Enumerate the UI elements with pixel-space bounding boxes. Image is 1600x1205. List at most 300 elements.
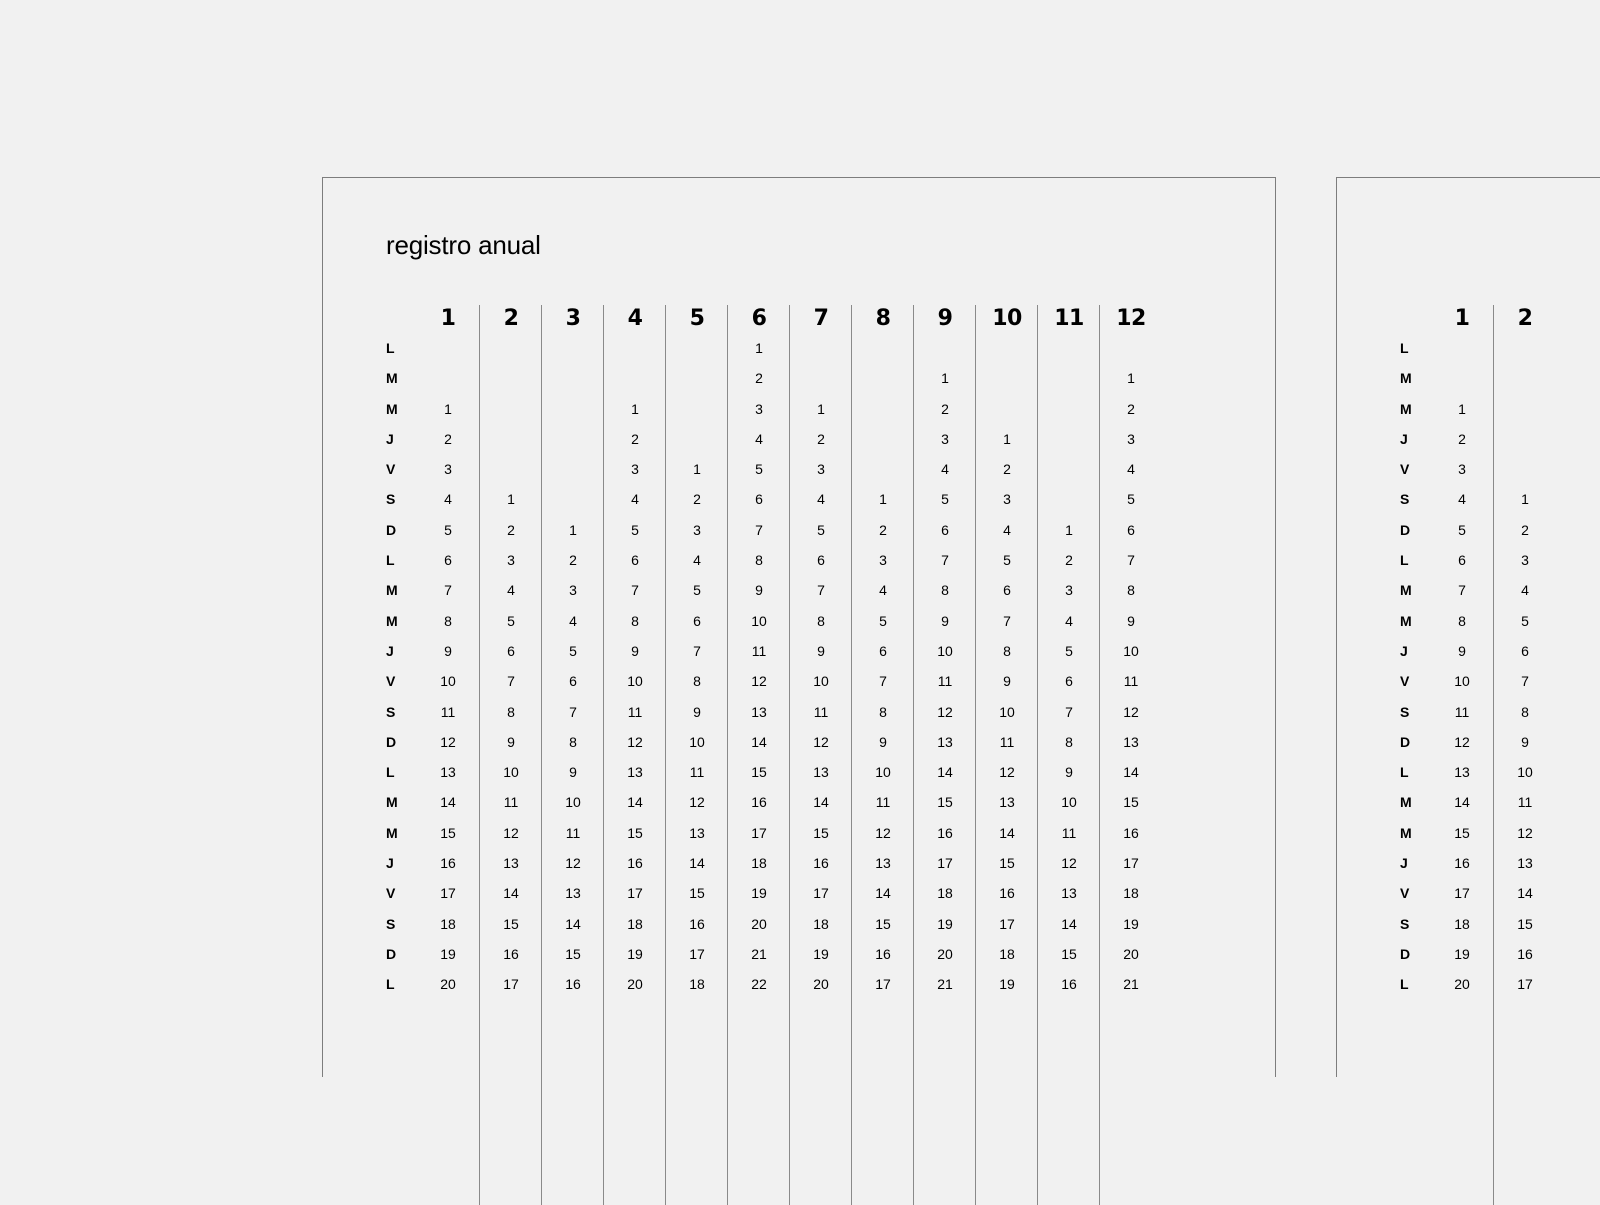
day-cell[interactable] bbox=[1494, 394, 1556, 424]
day-cell[interactable]: 4 bbox=[631, 491, 639, 508]
day-cell[interactable]: 18 bbox=[627, 915, 643, 932]
day-cell[interactable]: 7 bbox=[1065, 703, 1073, 720]
day-cell[interactable]: 14 bbox=[999, 824, 1015, 841]
day-cell[interactable]: 13 bbox=[440, 764, 456, 781]
day-cell[interactable]: 10 bbox=[565, 794, 581, 811]
day-cell[interactable]: 16 bbox=[1061, 976, 1077, 993]
day-cell[interactable]: 12 bbox=[1061, 855, 1077, 872]
day-cell[interactable]: 2 bbox=[1458, 430, 1466, 447]
day-cell[interactable]: 15 bbox=[1123, 794, 1139, 811]
day-cell[interactable]: 8 bbox=[1521, 703, 1529, 720]
day-cell[interactable]: 9 bbox=[1127, 612, 1135, 629]
day-cell[interactable]: 18 bbox=[440, 915, 456, 932]
day-cell[interactable]: 1 bbox=[1003, 430, 1011, 447]
day-cell[interactable]: 6 bbox=[693, 612, 701, 629]
day-cell[interactable]: 8 bbox=[817, 612, 825, 629]
day-cell[interactable]: 9 bbox=[1003, 673, 1011, 690]
day-cell[interactable]: 11 bbox=[627, 703, 643, 720]
day-cell[interactable]: 3 bbox=[1521, 552, 1529, 569]
day-cell[interactable]: 4 bbox=[693, 552, 701, 569]
day-cell[interactable]: 5 bbox=[1003, 552, 1011, 569]
day-cell[interactable] bbox=[852, 363, 914, 393]
day-cell[interactable]: 12 bbox=[937, 703, 953, 720]
day-cell[interactable]: 15 bbox=[1061, 945, 1077, 962]
day-cell[interactable]: 9 bbox=[755, 582, 763, 599]
day-cell[interactable]: 14 bbox=[503, 885, 519, 902]
day-cell[interactable]: 3 bbox=[631, 461, 639, 478]
day-cell[interactable]: 20 bbox=[751, 915, 767, 932]
day-cell[interactable]: 12 bbox=[503, 824, 519, 841]
day-cell[interactable]: 17 bbox=[627, 885, 643, 902]
day-cell[interactable]: 1 bbox=[507, 491, 515, 508]
day-cell[interactable] bbox=[976, 394, 1038, 424]
day-cell[interactable]: 15 bbox=[440, 824, 456, 841]
day-cell[interactable] bbox=[480, 333, 542, 363]
day-cell[interactable]: 11 bbox=[813, 703, 829, 720]
day-cell[interactable]: 15 bbox=[1454, 824, 1470, 841]
day-cell[interactable]: 10 bbox=[875, 764, 891, 781]
day-cell[interactable] bbox=[417, 363, 479, 393]
day-cell[interactable] bbox=[1100, 333, 1162, 363]
day-cell[interactable]: 12 bbox=[689, 794, 705, 811]
day-cell[interactable]: 10 bbox=[503, 764, 519, 781]
day-cell[interactable]: 4 bbox=[755, 430, 763, 447]
day-cell[interactable]: 5 bbox=[444, 521, 452, 538]
day-cell[interactable] bbox=[1494, 454, 1556, 484]
day-cell[interactable] bbox=[604, 363, 666, 393]
day-cell[interactable]: 10 bbox=[1454, 673, 1470, 690]
day-cell[interactable]: 10 bbox=[937, 642, 953, 659]
day-cell[interactable] bbox=[914, 333, 976, 363]
day-cell[interactable]: 22 bbox=[751, 976, 767, 993]
day-cell[interactable]: 14 bbox=[1123, 764, 1139, 781]
day-cell[interactable]: 17 bbox=[937, 855, 953, 872]
day-cell[interactable]: 17 bbox=[689, 945, 705, 962]
day-cell[interactable]: 13 bbox=[1517, 855, 1533, 872]
day-cell[interactable]: 16 bbox=[813, 855, 829, 872]
day-cell[interactable]: 2 bbox=[631, 430, 639, 447]
day-cell[interactable]: 6 bbox=[817, 552, 825, 569]
day-cell[interactable]: 14 bbox=[875, 885, 891, 902]
day-cell[interactable]: 20 bbox=[627, 976, 643, 993]
day-cell[interactable]: 2 bbox=[693, 491, 701, 508]
day-cell[interactable]: 17 bbox=[503, 976, 519, 993]
day-cell[interactable]: 5 bbox=[879, 612, 887, 629]
day-cell[interactable]: 19 bbox=[627, 945, 643, 962]
day-cell[interactable] bbox=[1431, 363, 1493, 393]
day-cell[interactable]: 6 bbox=[1065, 673, 1073, 690]
day-cell[interactable]: 8 bbox=[693, 673, 701, 690]
day-cell[interactable] bbox=[852, 454, 914, 484]
day-cell[interactable]: 1 bbox=[569, 521, 577, 538]
day-cell[interactable]: 11 bbox=[503, 794, 519, 811]
day-cell[interactable] bbox=[1038, 333, 1100, 363]
day-cell[interactable] bbox=[480, 394, 542, 424]
day-cell[interactable] bbox=[976, 363, 1038, 393]
day-cell[interactable]: 7 bbox=[507, 673, 515, 690]
day-cell[interactable] bbox=[1038, 363, 1100, 393]
day-cell[interactable]: 7 bbox=[1521, 673, 1529, 690]
day-cell[interactable]: 3 bbox=[941, 430, 949, 447]
day-cell[interactable]: 20 bbox=[440, 976, 456, 993]
day-cell[interactable]: 15 bbox=[999, 855, 1015, 872]
day-cell[interactable]: 5 bbox=[569, 642, 577, 659]
day-cell[interactable]: 6 bbox=[444, 552, 452, 569]
day-cell[interactable]: 4 bbox=[507, 582, 515, 599]
day-cell[interactable]: 11 bbox=[440, 703, 456, 720]
day-cell[interactable]: 1 bbox=[817, 400, 825, 417]
day-cell[interactable]: 16 bbox=[751, 794, 767, 811]
day-cell[interactable]: 5 bbox=[1065, 642, 1073, 659]
day-cell[interactable]: 19 bbox=[999, 976, 1015, 993]
day-cell[interactable]: 21 bbox=[1123, 976, 1139, 993]
day-cell[interactable]: 19 bbox=[440, 945, 456, 962]
day-cell[interactable]: 1 bbox=[941, 370, 949, 387]
day-cell[interactable]: 9 bbox=[569, 764, 577, 781]
day-cell[interactable]: 11 bbox=[565, 824, 581, 841]
day-cell[interactable]: 12 bbox=[1454, 733, 1470, 750]
day-cell[interactable] bbox=[417, 333, 479, 363]
day-cell[interactable] bbox=[1494, 363, 1556, 393]
day-cell[interactable]: 15 bbox=[937, 794, 953, 811]
day-cell[interactable]: 3 bbox=[1065, 582, 1073, 599]
day-cell[interactable]: 15 bbox=[503, 915, 519, 932]
day-cell[interactable]: 15 bbox=[627, 824, 643, 841]
day-cell[interactable]: 11 bbox=[689, 764, 705, 781]
day-cell[interactable]: 8 bbox=[755, 552, 763, 569]
day-cell[interactable] bbox=[542, 484, 604, 514]
day-cell[interactable]: 9 bbox=[444, 642, 452, 659]
day-cell[interactable]: 11 bbox=[937, 673, 953, 690]
day-cell[interactable]: 10 bbox=[1517, 764, 1533, 781]
day-cell[interactable]: 16 bbox=[937, 824, 953, 841]
day-cell[interactable]: 18 bbox=[1123, 885, 1139, 902]
day-cell[interactable]: 14 bbox=[627, 794, 643, 811]
day-cell[interactable]: 15 bbox=[565, 945, 581, 962]
day-cell[interactable]: 19 bbox=[1123, 915, 1139, 932]
day-cell[interactable]: 6 bbox=[631, 552, 639, 569]
day-cell[interactable]: 7 bbox=[444, 582, 452, 599]
day-cell[interactable]: 7 bbox=[631, 582, 639, 599]
day-cell[interactable]: 1 bbox=[879, 491, 887, 508]
day-cell[interactable]: 11 bbox=[999, 733, 1015, 750]
day-cell[interactable]: 1 bbox=[1065, 521, 1073, 538]
day-cell[interactable]: 8 bbox=[1065, 733, 1073, 750]
day-cell[interactable]: 10 bbox=[813, 673, 829, 690]
day-cell[interactable]: 5 bbox=[693, 582, 701, 599]
day-cell[interactable]: 17 bbox=[1454, 885, 1470, 902]
day-cell[interactable]: 8 bbox=[1127, 582, 1135, 599]
day-cell[interactable]: 9 bbox=[1065, 764, 1073, 781]
day-cell[interactable]: 12 bbox=[875, 824, 891, 841]
day-cell[interactable] bbox=[542, 394, 604, 424]
day-cell[interactable]: 2 bbox=[755, 370, 763, 387]
day-cell[interactable]: 3 bbox=[1127, 430, 1135, 447]
day-cell[interactable] bbox=[852, 394, 914, 424]
day-cell[interactable] bbox=[604, 333, 666, 363]
day-cell[interactable]: 10 bbox=[751, 612, 767, 629]
day-cell[interactable]: 14 bbox=[440, 794, 456, 811]
day-cell[interactable]: 4 bbox=[569, 612, 577, 629]
day-cell[interactable]: 7 bbox=[1458, 582, 1466, 599]
day-cell[interactable]: 14 bbox=[1517, 885, 1533, 902]
day-cell[interactable]: 15 bbox=[875, 915, 891, 932]
day-cell[interactable]: 4 bbox=[1065, 612, 1073, 629]
day-cell[interactable]: 6 bbox=[755, 491, 763, 508]
day-cell[interactable] bbox=[480, 363, 542, 393]
day-cell[interactable]: 10 bbox=[627, 673, 643, 690]
day-cell[interactable]: 2 bbox=[1127, 400, 1135, 417]
day-cell[interactable]: 12 bbox=[999, 764, 1015, 781]
day-cell[interactable]: 9 bbox=[879, 733, 887, 750]
day-cell[interactable]: 18 bbox=[937, 885, 953, 902]
day-cell[interactable]: 14 bbox=[937, 764, 953, 781]
day-cell[interactable]: 13 bbox=[627, 764, 643, 781]
day-cell[interactable]: 2 bbox=[507, 521, 515, 538]
day-cell[interactable]: 16 bbox=[1454, 855, 1470, 872]
day-cell[interactable]: 6 bbox=[1127, 521, 1135, 538]
day-cell[interactable]: 3 bbox=[879, 552, 887, 569]
day-cell[interactable]: 11 bbox=[1123, 673, 1139, 690]
day-cell[interactable] bbox=[480, 424, 542, 454]
day-cell[interactable]: 13 bbox=[1061, 885, 1077, 902]
day-cell[interactable]: 11 bbox=[1454, 703, 1470, 720]
day-cell[interactable]: 14 bbox=[1061, 915, 1077, 932]
day-cell[interactable]: 16 bbox=[689, 915, 705, 932]
day-cell[interactable]: 7 bbox=[693, 642, 701, 659]
day-cell[interactable]: 12 bbox=[813, 733, 829, 750]
day-cell[interactable]: 14 bbox=[751, 733, 767, 750]
day-cell[interactable] bbox=[976, 333, 1038, 363]
day-cell[interactable]: 19 bbox=[1454, 945, 1470, 962]
day-cell[interactable] bbox=[1038, 394, 1100, 424]
day-cell[interactable]: 12 bbox=[1517, 824, 1533, 841]
day-cell[interactable]: 8 bbox=[631, 612, 639, 629]
day-cell[interactable]: 16 bbox=[565, 976, 581, 993]
day-cell[interactable]: 10 bbox=[689, 733, 705, 750]
day-cell[interactable]: 2 bbox=[1003, 461, 1011, 478]
day-cell[interactable]: 7 bbox=[569, 703, 577, 720]
day-cell[interactable]: 10 bbox=[1123, 642, 1139, 659]
day-cell[interactable]: 12 bbox=[440, 733, 456, 750]
day-cell[interactable]: 15 bbox=[689, 885, 705, 902]
day-cell[interactable] bbox=[542, 333, 604, 363]
day-cell[interactable] bbox=[1494, 333, 1556, 363]
day-cell[interactable]: 10 bbox=[1061, 794, 1077, 811]
day-cell[interactable]: 5 bbox=[817, 521, 825, 538]
day-cell[interactable]: 9 bbox=[1521, 733, 1529, 750]
day-cell[interactable]: 16 bbox=[440, 855, 456, 872]
day-cell[interactable]: 5 bbox=[1458, 521, 1466, 538]
day-cell[interactable]: 12 bbox=[627, 733, 643, 750]
day-cell[interactable]: 9 bbox=[1458, 642, 1466, 659]
day-cell[interactable]: 2 bbox=[941, 400, 949, 417]
day-cell[interactable]: 15 bbox=[1517, 915, 1533, 932]
day-cell[interactable] bbox=[1038, 424, 1100, 454]
day-cell[interactable]: 17 bbox=[440, 885, 456, 902]
day-cell[interactable]: 14 bbox=[813, 794, 829, 811]
day-cell[interactable]: 17 bbox=[1517, 976, 1533, 993]
day-cell[interactable]: 6 bbox=[507, 642, 515, 659]
day-cell[interactable]: 5 bbox=[507, 612, 515, 629]
day-cell[interactable]: 5 bbox=[941, 491, 949, 508]
day-cell[interactable]: 11 bbox=[751, 642, 767, 659]
day-cell[interactable]: 3 bbox=[507, 552, 515, 569]
day-cell[interactable]: 13 bbox=[1123, 733, 1139, 750]
day-cell[interactable]: 17 bbox=[813, 885, 829, 902]
day-cell[interactable]: 17 bbox=[999, 915, 1015, 932]
day-cell[interactable]: 2 bbox=[569, 552, 577, 569]
day-cell[interactable]: 17 bbox=[875, 976, 891, 993]
day-cell[interactable]: 20 bbox=[1123, 945, 1139, 962]
day-cell[interactable]: 8 bbox=[569, 733, 577, 750]
day-cell[interactable] bbox=[666, 424, 728, 454]
day-cell[interactable]: 18 bbox=[751, 855, 767, 872]
day-cell[interactable]: 13 bbox=[751, 703, 767, 720]
day-cell[interactable]: 14 bbox=[689, 855, 705, 872]
day-cell[interactable]: 7 bbox=[879, 673, 887, 690]
day-cell[interactable]: 2 bbox=[879, 521, 887, 538]
day-cell[interactable]: 8 bbox=[941, 582, 949, 599]
day-cell[interactable]: 6 bbox=[1003, 582, 1011, 599]
day-cell[interactable]: 11 bbox=[875, 794, 891, 811]
day-cell[interactable]: 8 bbox=[879, 703, 887, 720]
day-cell[interactable]: 13 bbox=[937, 733, 953, 750]
day-cell[interactable]: 10 bbox=[440, 673, 456, 690]
day-cell[interactable]: 16 bbox=[999, 885, 1015, 902]
day-cell[interactable]: 14 bbox=[565, 915, 581, 932]
day-cell[interactable]: 3 bbox=[444, 461, 452, 478]
day-cell[interactable]: 12 bbox=[565, 855, 581, 872]
day-cell[interactable]: 18 bbox=[689, 976, 705, 993]
day-cell[interactable]: 9 bbox=[941, 612, 949, 629]
day-cell[interactable]: 9 bbox=[507, 733, 515, 750]
day-cell[interactable]: 4 bbox=[1003, 521, 1011, 538]
day-cell[interactable]: 18 bbox=[999, 945, 1015, 962]
day-cell[interactable]: 18 bbox=[1454, 915, 1470, 932]
day-cell[interactable]: 16 bbox=[1517, 945, 1533, 962]
day-cell[interactable]: 13 bbox=[999, 794, 1015, 811]
day-cell[interactable]: 6 bbox=[569, 673, 577, 690]
day-cell[interactable]: 5 bbox=[1127, 491, 1135, 508]
day-cell[interactable]: 17 bbox=[1123, 855, 1139, 872]
day-cell[interactable]: 3 bbox=[569, 582, 577, 599]
day-cell[interactable] bbox=[1431, 333, 1493, 363]
day-cell[interactable]: 19 bbox=[937, 915, 953, 932]
day-cell[interactable]: 8 bbox=[1003, 642, 1011, 659]
day-cell[interactable] bbox=[1494, 424, 1556, 454]
day-cell[interactable]: 1 bbox=[1458, 400, 1466, 417]
day-cell[interactable]: 15 bbox=[813, 824, 829, 841]
day-cell[interactable]: 1 bbox=[444, 400, 452, 417]
day-cell[interactable]: 4 bbox=[1521, 582, 1529, 599]
day-cell[interactable]: 7 bbox=[1127, 552, 1135, 569]
day-cell[interactable]: 10 bbox=[999, 703, 1015, 720]
day-cell[interactable]: 9 bbox=[817, 642, 825, 659]
day-cell[interactable]: 20 bbox=[813, 976, 829, 993]
day-cell[interactable]: 12 bbox=[751, 673, 767, 690]
day-cell[interactable]: 7 bbox=[1003, 612, 1011, 629]
day-cell[interactable]: 17 bbox=[751, 824, 767, 841]
day-cell[interactable]: 4 bbox=[817, 491, 825, 508]
day-cell[interactable]: 8 bbox=[444, 612, 452, 629]
day-cell[interactable]: 21 bbox=[937, 976, 953, 993]
day-cell[interactable]: 16 bbox=[1123, 824, 1139, 841]
day-cell[interactable]: 4 bbox=[1458, 491, 1466, 508]
day-cell[interactable]: 9 bbox=[631, 642, 639, 659]
day-cell[interactable]: 19 bbox=[813, 945, 829, 962]
day-cell[interactable]: 14 bbox=[1454, 794, 1470, 811]
day-cell[interactable]: 13 bbox=[689, 824, 705, 841]
day-cell[interactable] bbox=[542, 363, 604, 393]
day-cell[interactable]: 7 bbox=[941, 552, 949, 569]
day-cell[interactable]: 4 bbox=[879, 582, 887, 599]
day-cell[interactable]: 1 bbox=[1521, 491, 1529, 508]
day-cell[interactable]: 4 bbox=[941, 461, 949, 478]
day-cell[interactable]: 7 bbox=[817, 582, 825, 599]
day-cell[interactable]: 1 bbox=[631, 400, 639, 417]
day-cell[interactable]: 7 bbox=[755, 521, 763, 538]
day-cell[interactable]: 2 bbox=[817, 430, 825, 447]
day-cell[interactable]: 3 bbox=[817, 461, 825, 478]
day-cell[interactable]: 11 bbox=[1061, 824, 1077, 841]
day-cell[interactable]: 3 bbox=[755, 400, 763, 417]
day-cell[interactable]: 4 bbox=[1127, 461, 1135, 478]
day-cell[interactable]: 20 bbox=[937, 945, 953, 962]
day-cell[interactable]: 4 bbox=[444, 491, 452, 508]
day-cell[interactable]: 1 bbox=[693, 461, 701, 478]
day-cell[interactable]: 20 bbox=[1454, 976, 1470, 993]
day-cell[interactable]: 13 bbox=[565, 885, 581, 902]
day-cell[interactable]: 3 bbox=[1003, 491, 1011, 508]
day-cell[interactable] bbox=[852, 424, 914, 454]
day-cell[interactable]: 16 bbox=[627, 855, 643, 872]
day-cell[interactable]: 2 bbox=[444, 430, 452, 447]
day-cell[interactable]: 5 bbox=[1521, 612, 1529, 629]
day-cell[interactable]: 6 bbox=[1521, 642, 1529, 659]
day-cell[interactable]: 5 bbox=[631, 521, 639, 538]
day-cell[interactable]: 2 bbox=[1521, 521, 1529, 538]
day-cell[interactable]: 6 bbox=[879, 642, 887, 659]
day-cell[interactable]: 13 bbox=[875, 855, 891, 872]
day-cell[interactable]: 21 bbox=[751, 945, 767, 962]
day-cell[interactable]: 1 bbox=[1127, 370, 1135, 387]
day-cell[interactable]: 11 bbox=[1517, 794, 1533, 811]
day-cell[interactable] bbox=[542, 424, 604, 454]
day-cell[interactable]: 6 bbox=[1458, 552, 1466, 569]
day-cell[interactable]: 13 bbox=[503, 855, 519, 872]
day-cell[interactable]: 16 bbox=[503, 945, 519, 962]
day-cell[interactable] bbox=[852, 333, 914, 363]
day-cell[interactable]: 15 bbox=[751, 764, 767, 781]
day-cell[interactable]: 3 bbox=[1458, 461, 1466, 478]
day-cell[interactable]: 8 bbox=[507, 703, 515, 720]
day-cell[interactable]: 1 bbox=[755, 340, 763, 356]
day-cell[interactable] bbox=[666, 333, 728, 363]
day-cell[interactable] bbox=[1038, 484, 1100, 514]
day-cell[interactable]: 3 bbox=[693, 521, 701, 538]
day-cell[interactable] bbox=[1038, 454, 1100, 484]
day-cell[interactable] bbox=[790, 333, 852, 363]
day-cell[interactable] bbox=[666, 363, 728, 393]
day-cell[interactable] bbox=[790, 363, 852, 393]
day-cell[interactable]: 12 bbox=[1123, 703, 1139, 720]
day-cell[interactable]: 13 bbox=[1454, 764, 1470, 781]
day-cell[interactable] bbox=[480, 454, 542, 484]
day-cell[interactable]: 9 bbox=[693, 703, 701, 720]
day-cell[interactable]: 6 bbox=[941, 521, 949, 538]
day-cell[interactable]: 13 bbox=[813, 764, 829, 781]
